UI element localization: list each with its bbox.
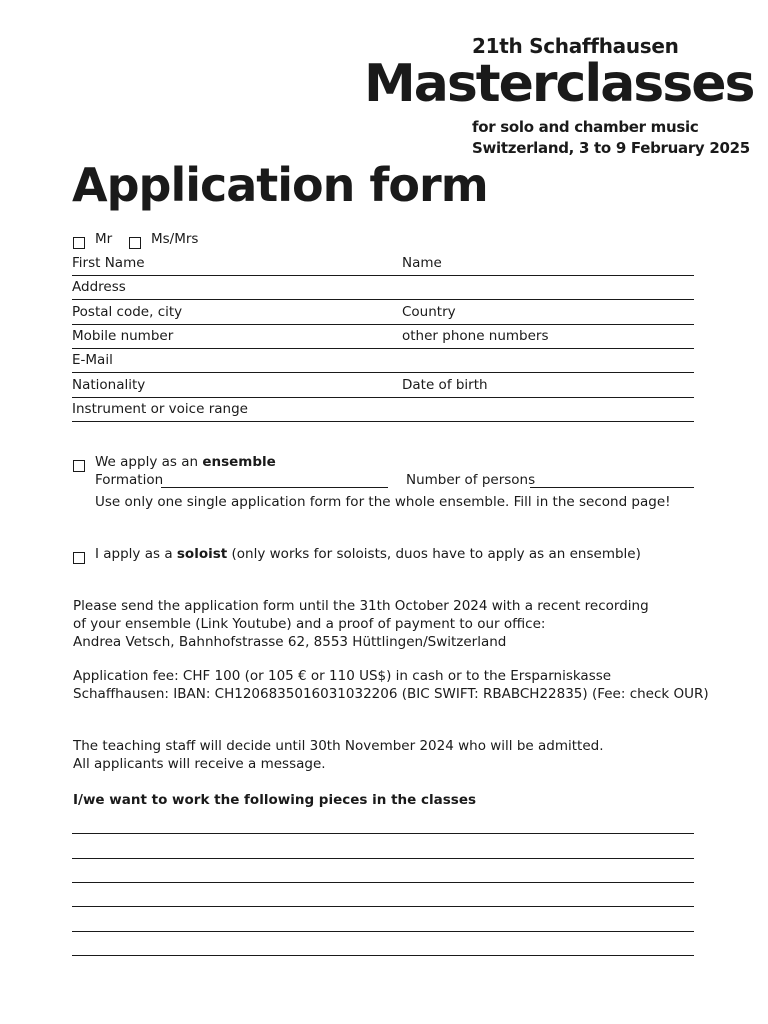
fee-line-2: Schaffhausen: IBAN: CH1206835016031032206 (BIC SWIFT: RBABCH22835) (Fee: check OUR)	[73, 686, 709, 702]
country-label: Country	[402, 304, 456, 320]
salutation-ms-label: Ms/Mrs	[151, 231, 199, 247]
first-name-label: First Name	[72, 255, 145, 271]
field-row-email[interactable]	[72, 352, 694, 373]
ensemble-checkbox[interactable]	[73, 457, 85, 476]
decision-line-2: All applicants will receive a message.	[73, 756, 326, 772]
date-of-birth-label: Date of birth	[402, 377, 488, 393]
number-of-persons-input[interactable]	[530, 486, 694, 488]
salutation-mr-label: Mr	[95, 231, 113, 247]
instructions-line-2: of your ensemble (Link Youtube) and a proof of payment to our office:	[73, 616, 546, 632]
number-of-persons-label: Number of persons	[406, 472, 536, 488]
instrument-label: Instrument or voice range	[72, 401, 248, 417]
salutation-mr-checkbox[interactable]	[73, 234, 85, 253]
pieces-line-3[interactable]	[72, 882, 694, 883]
pieces-heading: I/we want to work the following pieces in the classes	[73, 792, 477, 808]
decision-line-1: The teaching staff will decide until 30th November 2024 who will be admitted.	[73, 738, 604, 754]
salutation-ms-checkbox[interactable]	[129, 234, 141, 253]
pieces-line-1[interactable]	[72, 833, 694, 834]
field-row-instrument[interactable]	[72, 401, 694, 422]
nationality-label: Nationality	[72, 377, 146, 393]
field-row-name[interactable]	[72, 255, 694, 276]
other-phone-label: other phone numbers	[402, 328, 549, 344]
name-label: Name	[402, 255, 442, 271]
ensemble-label: We apply as an ensemble	[95, 454, 276, 470]
mobile-label: Mobile number	[72, 328, 174, 344]
masterclass-title: Masterclasses	[364, 54, 754, 114]
formation-input[interactable]	[161, 486, 388, 488]
field-row-phone[interactable]	[72, 328, 694, 349]
address-label: Address	[72, 279, 126, 295]
formation-label: Formation	[95, 472, 164, 488]
soloist-label: I apply as a soloist (only works for soloists, duos have to apply as an ensemble)	[95, 546, 641, 562]
pieces-line-5[interactable]	[72, 931, 694, 932]
pieces-line-6[interactable]	[72, 955, 694, 956]
form-title: Application form	[72, 158, 488, 212]
masterclass-dates: Switzerland, 3 to 9 February 2025	[472, 139, 750, 157]
pieces-line-2[interactable]	[72, 858, 694, 859]
soloist-checkbox[interactable]	[73, 549, 85, 568]
instructions-line-1: Please send the application form until the 31th October 2024 with a recent recording	[73, 598, 649, 614]
masterclass-subtitle: for solo and chamber music	[472, 118, 699, 136]
field-row-postal[interactable]	[72, 304, 694, 325]
postal-code-label: Postal code, city	[72, 304, 183, 320]
masterclass-edition: 21th Schaffhausen	[472, 34, 679, 58]
field-row-address[interactable]	[72, 279, 694, 300]
field-row-nationality[interactable]	[72, 377, 694, 398]
email-label: E-Mail	[72, 352, 113, 368]
office-address: Andrea Vetsch, Bahnhofstrasse 62, 8553 Hüttlingen/Switzerland	[73, 634, 507, 650]
pieces-line-4[interactable]	[72, 906, 694, 907]
fee-line-1: Application fee: CHF 100 (or 105 € or 110 US$) in cash or to the Ersparniskasse	[73, 668, 612, 684]
ensemble-note: Use only one single application form for the whole ensemble. Fill in the second page!	[95, 494, 671, 510]
